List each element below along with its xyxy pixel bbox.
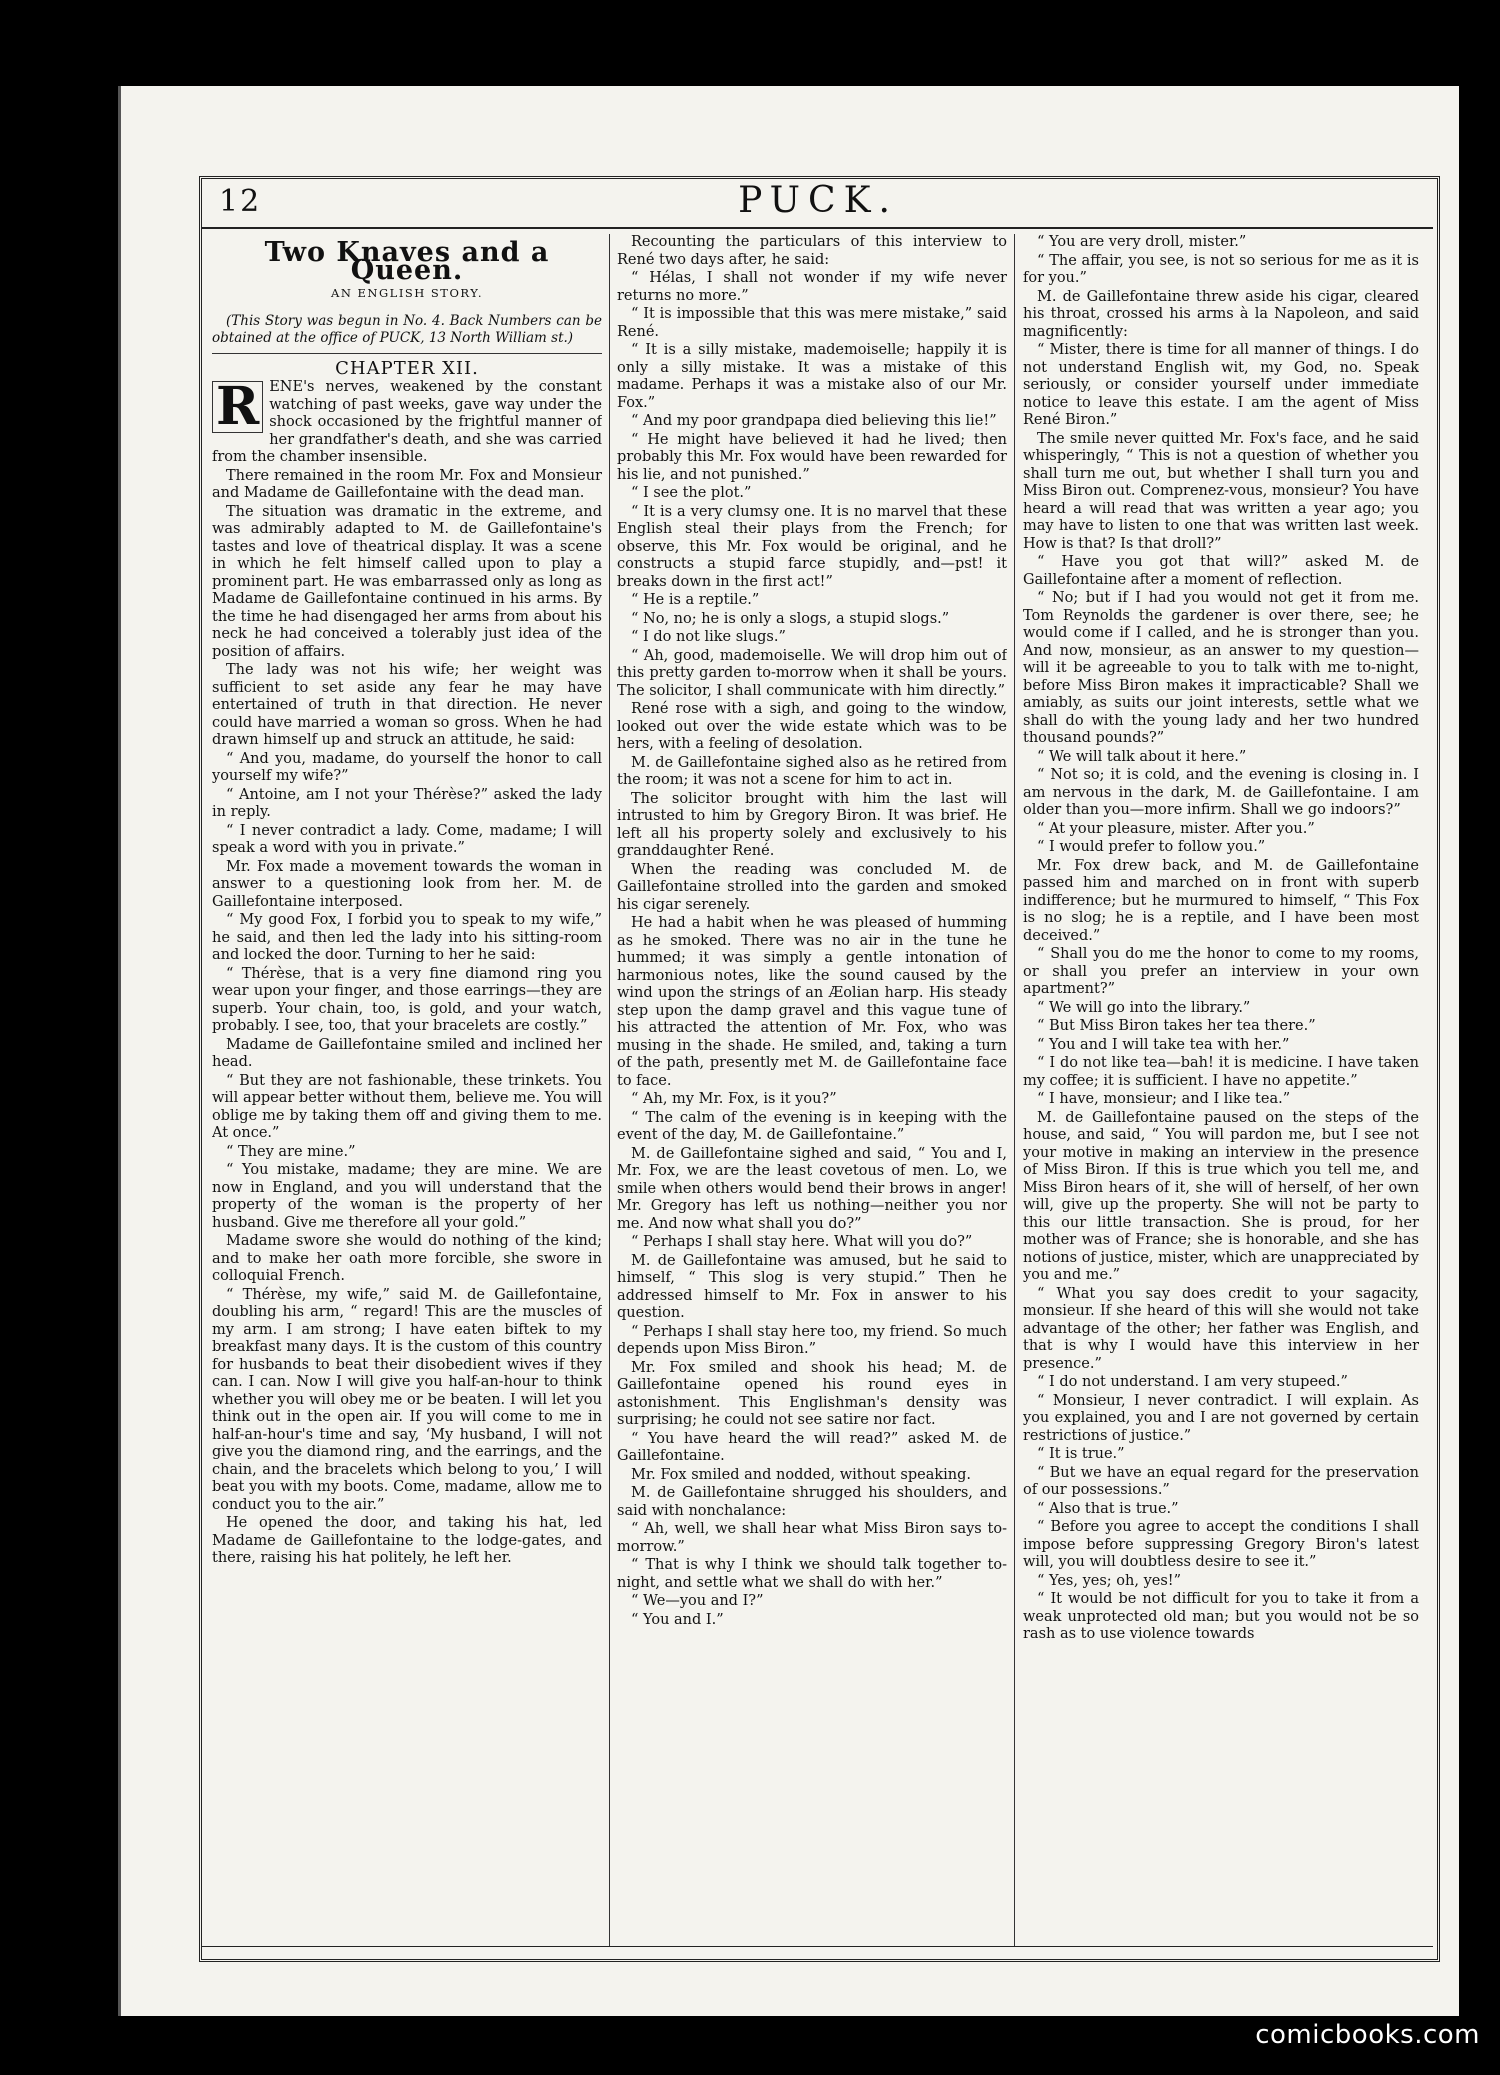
paragraph-text: “ Also that is true.” [1037,1500,1179,1517]
paragraph-text: “ We will talk about it here.” [1037,748,1247,765]
paragraph-text: “ My good Fox, I forbid you to speak to my wife,” he said, and then led the lady into his sitting-room and locked the door. Turning to her he said: [212,912,602,963]
paragraph [617,755,1007,790]
column-1-body [212,376,602,1568]
paragraph [617,1593,1007,1611]
column-divider [1014,234,1015,1946]
paragraph-text: Madame de Gaillefontaine smiled and inclined her head. [212,1036,602,1070]
paragraph [1023,234,1419,252]
paragraph-text: “ Hélas, I shall not wonder if my wife never returns no more.” [617,270,1007,304]
paragraph [617,504,1007,592]
text-column-3 [1023,234,1419,1946]
paragraph [617,791,1007,861]
paragraph-text: Mr. Fox drew back, and M. de Gaillefontaine passed him and marched on in front with superb indifference; but he murmured to himself, “ This Fox is no slog; he is a reptile, and I have been most deceived.” [1023,857,1419,944]
paragraph-text: M. de Gaillefontaine paused on the steps of the house, and said, “ You will pardon me, but I see not your motive in making an interview in the presence of Miss Biron. If this is true which you tell me, and Miss Biron hears of it, she will of herself, of her own will, give up the property. She will not be party to this our little transaction. She is proud, for her mother was of France; she is honorable, and she has notions of justice, mister, which are unappreciated by you and me.” [1023,1109,1419,1283]
paragraph [617,1485,1007,1520]
paragraph [617,1324,1007,1359]
paragraph-text: Recounting the particulars of this interview to René two days after, he said: [617,234,1007,268]
paragraph [212,751,602,786]
story-title: Two Knaves and a Queen. [264,237,550,286]
paragraph [212,966,602,1036]
paragraph [212,1037,602,1072]
paragraph-text: “ What you say does credit to your sagacity, monsieur. If she heard of this will she would not take advantage of the other; her father was English, and that is why I would have this interview in her presence.” [1023,1285,1419,1372]
paragraph-text: “ No, no; he is only a slogs, a stupid slogs.” [631,610,950,627]
paragraph [617,234,1007,269]
paragraph [1023,1110,1419,1285]
paragraph [617,1253,1007,1323]
paragraph [1023,431,1419,554]
paragraph [617,862,1007,915]
paragraph [1023,1446,1419,1464]
paragraph-text: “ Perhaps I shall stay here too, my friend. So much depends upon Miss Biron.” [617,1323,1007,1357]
paragraph [212,376,602,467]
paragraph-text: “ Perhaps I shall stay here. What will you do?” [631,1234,973,1250]
paragraph-text: Mr. Fox smiled and shook his head; M. de Gaillefontaine opened his round eyes in astonishment. This Englishman's density was surprising; he could not see satire nor fact. [617,1359,1007,1428]
paragraph [1023,289,1419,342]
paragraph [1023,1018,1419,1036]
paragraph-text: “ You are very droll, mister.” [1037,234,1247,250]
paragraph-text: “ I see the plot.” [631,485,752,501]
paragraph [212,787,602,822]
paragraph-text: “ That is why I think we should talk together to-night, and settle what we shall do with her.” [617,1557,1007,1591]
paragraph [1023,1286,1419,1374]
paragraph [617,342,1007,412]
paragraph-text: “ He might have believed it had he lived; then probably this Mr. Fox would have been rewarded for his lie, and not punished.” [617,431,1007,483]
paragraph-text: “ Antoine, am I not your Thérèse?” asked the lady in reply. [212,786,602,820]
paragraph [1023,858,1419,946]
paragraph [617,1521,1007,1556]
paragraph [617,1091,1007,1109]
paragraph [1023,749,1419,767]
column-3-body [1023,234,1419,1644]
paragraph [1023,767,1419,820]
paragraph-text: “ Have you got that will?” asked M. de Gaillefontaine after a moment of reflection. [1023,554,1419,588]
paragraph [212,468,602,503]
header-rule [201,227,1433,229]
paragraph [1023,1374,1419,1392]
page-header [199,178,1437,226]
paragraph-text: “ But Miss Biron takes her tea there.” [1037,1018,1316,1034]
column-divider [609,234,610,1946]
paragraph [212,859,602,912]
paragraph-text: “ Monsieur, I never contradict. I will explain. As you explained, you and I are not governed by certain restrictions of justice.” [1023,1392,1419,1444]
paragraph [1023,554,1419,589]
text-column-2 [617,234,1007,1946]
paragraph [212,1073,602,1143]
masthead-title: PUCK. [738,180,898,221]
paragraph-text: “ It is a silly mistake, mademoiselle; happily it is only a silly mistake. It was a mistake of this madame. Perhaps it was a mistake also of our Mr. Fox.” [617,342,1007,411]
paragraph [1023,1591,1419,1644]
paragraph-text: “ Thérèse, my wife,” said M. de Gaillefontaine, doubling his arm, “ regard! This are the muscles of my arm. I am strong; I have eaten biftek to my breakfast many days. It is the custom of this country for husbands to beat their disobedient wives if they can. I can. Now I will give you half-an-hour to think whether you will obey me or be beaten. I will let you think out in the open air. If you will come to me in half-an-hour's time and say, ‘My husband, I will not give you the diamond ring, and the earrings, and the chain, and the bracelets which belong to you,’ I will beat you with my boots. Come, madame, allow me to conduct you to the air.” [212,1286,602,1513]
paragraph [617,413,1007,431]
footer-rule [201,1946,1433,1947]
paragraph-text: There remained in the room Mr. Fox and Monsieur and Madame de Gaillefontaine with the dead man. [212,467,602,501]
paragraph-text: ENE's nerves, weakened by the constant watching of past weeks, gave way under the shock occasioned by the frightful manner of her grandfather's death, and she was carried from the chamber insensible. [212,379,602,465]
chapter-heading: CHAPTER XII. [335,357,479,379]
paragraph-text: “ I do not understand. I am very stupeed.” [1037,1374,1348,1390]
paragraph [617,1467,1007,1485]
paragraph-text: “ Ah, well, we shall hear what Miss Biron says to-morrow.” [617,1521,1007,1555]
paragraph-text: M. de Gaillefontaine sighed and said, “ You and I, Mr. Fox, we are the least covetous of men. Lo, we smile when others would bend their brows in anger! Mr. Gregory has left us nothing—neither you nor me. And now what shall you do?” [617,1145,1007,1232]
paragraph-text: “ It would be not difficult for you to take it from a weak unprotected old man; but you would not be so rash as to use violence towards [1023,1591,1419,1642]
page-number: 12 [219,184,262,219]
paragraph-text: “ I have, monsieur; and I like tea.” [1037,1091,1291,1107]
paragraph-text: “ You and I will take tea with her.” [1037,1036,1290,1053]
back-numbers-note: (This Story was begun in No. 4. Back Numbers can be obtained at the office of PUCK, 13 North William st.) [212,312,602,346]
paragraph-text: “ The affair, you see, is not so serious for me as it is for you.” [1023,252,1419,286]
paragraph [617,306,1007,341]
paragraph-text: “ We will go into the library.” [1037,999,1251,1016]
paragraph [212,1144,602,1162]
drop-cap: R [212,381,263,433]
paragraph [617,915,1007,1090]
paragraph-text: “ At your pleasure, mister. After you.” [1037,820,1315,837]
paragraph-text: “ I would prefer to follow you.” [1037,839,1266,855]
paragraph-text: “ Ah, my Mr. Fox, is it you?” [631,1091,837,1107]
paragraph-text: “ Not so; it is cold, and the evening is closing in. I am nervous in the dark, M. de Gaillefontaine. I am older than you—more infirm. Shall we go indoors?” [1023,767,1419,818]
paragraph [617,485,1007,503]
paragraph-text: “ I do not like slugs.” [631,629,786,645]
paragraph-text: The smile never quitted Mr. Fox's face, and he said whisperingly, “ This is not a question of whether you shall turn me out, but whether I shall turn you and Miss Biron out. Comprenez-vous, monsieur? You have heard a will read that was written a year ago; you may have to listen to one that was written last week. How is that? Is that droll?” [1023,430,1419,552]
paragraph [1023,1393,1419,1446]
paragraph [617,648,1007,701]
paragraph [617,1234,1007,1252]
paragraph-text: “ I never contradict a lady. Come, madame; I will speak a word with you in private.” [212,822,602,856]
paragraph-text: When the reading was concluded M. de Gaillefontaine strolled into the garden and smoked his cigar serenely. [617,861,1007,913]
paragraph-text: He opened the door, and taking his hat, led Madame de Gaillefontaine to the lodge-gates, and there, raising his hat politely, he left her. [212,1515,602,1566]
paragraph-text: “ Before you agree to accept the conditions I shall impose before suppressing Gregory Biron's latest will, you will doubtless desire to see it.” [1023,1519,1419,1570]
paragraph-text: Mr. Fox made a movement towards the woman in answer to a questioning look from her. M. de Gaillefontaine interposed. [212,858,602,910]
paragraph [617,432,1007,485]
paragraph [1023,253,1419,288]
paragraph-text: “ You mistake, madame; they are mine. We are now in England, and you will understand that the property of the woman is the property of her husband. Give me therefore all your gold.” [212,1162,602,1231]
paragraph-text: “ But they are not fashionable, these trinkets. You will appear better without them, believe me. You will oblige me by taking them off and giving them to me. At once.” [212,1072,602,1141]
paragraph-text: “ The calm of the evening is in keeping with the event of the day, M. de Gaillefontaine.” [617,1109,1007,1143]
paragraph [617,1612,1007,1630]
text-column-1 [212,234,602,1946]
paragraph [617,701,1007,754]
paragraph [617,270,1007,305]
paragraph-text: René rose with a sigh, and going to the window, looked out over the wide estate which was to be hers, with a feeling of desolation. [617,701,1007,752]
magazine-page [118,86,1459,2016]
paragraph [212,662,602,750]
paragraph-text: The solicitor brought with him the last will intrusted to him by Gregory Biron. It was brief. He left all his property solely and exclusively to his granddaughter René. [617,790,1007,859]
paragraph-text: The situation was dramatic in the extreme, and was admirably adapted to M. de Gaillefontaine's tastes and love of theatrical display. It was a scene in which he felt himself called upon to play a prominent part. He was embarrassed only as long as Madame de Gaillefontaine continued in his arms. By the time he had disengaged her arms from about his neck he had conceived a tolerably just idea of the position of affairs. [212,503,602,660]
paragraph-text: “ I do not like tea—bah! it is medicine. I have taken my coffee; it is sufficient. I have no appetite.” [1023,1055,1419,1089]
paragraph [617,1146,1007,1234]
paragraph-text: Madame swore she would do nothing of the kind; and to make her oath more forcible, she swore in colloquial French. [212,1233,602,1284]
note-rule [212,353,602,354]
paragraph-text: “ They are mine.” [226,1143,356,1160]
paragraph [1023,1037,1419,1055]
paragraph [212,1162,602,1232]
paragraph-text: “ Thérèse, that is a very fine diamond ring you wear upon your finger, and those earrings—they are superb. Your chain, too, is gold, and your watch, probably. I see, too, that your bracelets are costly.” [212,965,602,1034]
paragraph [1023,1465,1419,1500]
paragraph-text: M. de Gaillefontaine threw aside his cigar, cleared his throat, crossed his arms à la Napoleon, and said magnificently: [1023,288,1419,340]
paragraph-text: “ You and I.” [631,1611,724,1628]
paragraph-text: “ And my poor grandpapa died believing this lie!” [631,413,997,429]
paragraph-text: “ It is true.” [1037,1446,1125,1462]
paragraph [212,1287,602,1515]
paragraph [617,1431,1007,1466]
paragraph-text: Mr. Fox smiled and nodded, without speaking. [631,1466,972,1483]
paragraph [617,629,1007,647]
paragraph [1023,946,1419,999]
paragraph-text: “ He is a reptile.” [631,592,760,608]
paragraph [617,592,1007,610]
paragraph [1023,821,1419,839]
paragraph-text: “ We—you and I?” [631,1593,764,1609]
paragraph [212,912,602,965]
paragraph [1023,1519,1419,1572]
paragraph [617,611,1007,629]
paragraph-text: “ Mister, there is time for all manner of things. I do not understand English wit, my God, no. Speak seriously, or consider yourself under immediate notice to leave this estate. I am the agent of Miss René Biron.” [1023,342,1419,428]
paragraph-text: “ And you, madame, do yourself the honor to call yourself my wife?” [212,750,602,784]
paragraph [212,823,602,858]
paragraph [617,1110,1007,1145]
paragraph-text: M. de Gaillefontaine was amused, but he said to himself, “ This slog is very stupid.” Then he addressed himself to Mr. Fox in answer to his question. [617,1252,1007,1321]
paragraph [212,1515,602,1568]
paragraph [617,1557,1007,1592]
paragraph-text: “ Yes, yes; oh, yes!” [1037,1572,1182,1589]
paragraph-text: “ Ah, good, mademoiselle. We will drop him out of this pretty garden to-morrow when it shall be yours. The solicitor, I shall communicate with him directly.” [617,647,1007,699]
paragraph-text: “ But we have an equal regard for the preservation of our possessions.” [1023,1464,1419,1498]
paragraph-text: He had a habit when he was pleased of humming as he smoked. There was no air in the tune he hummed; it was simply a gentle intonation of harmonious notes, like the sound caused by the wind upon the strings of an Æolian harp. His steady step upon the damp gravel and this vague tune of his attracted the attention of Mr. Fox, who was musing in the shade. He smiled, and, taking a turn of the path, presently met M. de Gaillefontaine face to face. [617,915,1007,1089]
paragraph-text: “ It is impossible that this was mere mistake,” said René. [617,306,1007,340]
paragraph-text: M. de Gaillefontaine sighed also as he retired from the room; it was not a scene for him to act in. [617,754,1007,788]
paragraph [1023,1573,1419,1591]
paragraph [1023,590,1419,748]
paragraph [1023,1000,1419,1018]
paragraph [617,1360,1007,1430]
paragraph [1023,839,1419,857]
paragraph-text: The lady was not his wife; her weight was sufficient to set aside any fear he may have entertained of truth in that direction. He never could have married a woman so gross. When he had drawn himself up and struck an attitude, he said: [212,662,602,748]
paragraph [212,504,602,662]
paragraph-text: “ It is a very clumsy one. It is no marvel that these English steal their plays from the French; for observe, this Mr. Fox would be original, and he constructs a stupid farce stupidly, and—pst! it breaks down in the first act!” [617,503,1007,590]
paragraph-text: “ No; but if I had you would not get it from me. Tom Reynolds the gardener is over there, see; he would come if I called, and he is stronger than you. And now, monsieur, as an answer to my question—will it be agreeable to you to talk with me to-night, before Miss Biron makes it impracticable? Shall we amiably, as suits our joint interests, settle what we shall do with the young lady and her two hundred thousand pounds?” [1023,590,1419,746]
paragraph-text: “ You have heard the will read?” asked M. de Gaillefontaine. [617,1430,1007,1464]
site-watermark: comicbooks.com [1255,2020,1480,2050]
paragraph [1023,1091,1419,1109]
paragraph-text: M. de Gaillefontaine shrugged his shoulders, and said with nonchalance: [617,1485,1007,1519]
story-subtitle: AN ENGLISH STORY. [331,286,483,300]
paragraph [212,1233,602,1286]
column-2-body [617,234,1007,1629]
paragraph [1023,342,1419,430]
paragraph [1023,1055,1419,1090]
paragraph [1023,1501,1419,1519]
paragraph-text: “ Shall you do me the honor to come to my rooms, or shall you prefer an interview in your own apartment?” [1023,946,1419,997]
